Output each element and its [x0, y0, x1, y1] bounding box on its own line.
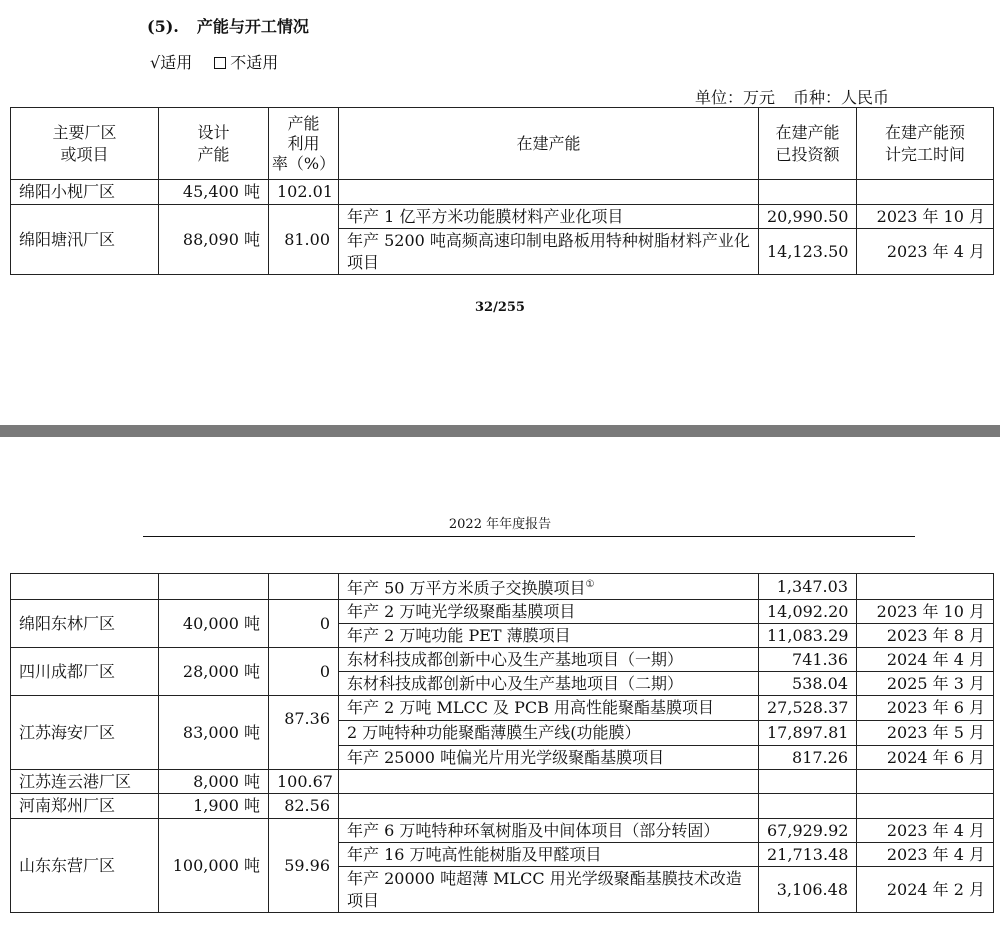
project-cell: 年产 20000 吨超薄 MLCC 用光学级聚酯基膜技术改造项目 — [339, 867, 759, 913]
header-design-capacity: 设计 产能 — [159, 108, 269, 180]
not-applicable-label: 不适用 — [230, 53, 279, 72]
utilization-cell: 0 — [269, 600, 339, 648]
utilization-cell: 82.56 — [269, 794, 339, 819]
invested-cell: 14,092.20 — [759, 600, 857, 624]
area-cell: 绵阳东林厂区 — [11, 600, 159, 648]
checkmark-icon: √ — [150, 53, 161, 72]
table-row — [11, 770, 994, 794]
invested-cell: 27,528.37 — [759, 696, 857, 721]
table-row — [11, 180, 994, 205]
invested-cell: 817.26 — [759, 746, 857, 770]
capacity-table-continued — [10, 573, 994, 913]
project-cell: 2 万吨特种功能聚酯薄膜生产线(功能膜） — [339, 721, 759, 746]
footnote-marker[interactable]: ① — [585, 579, 595, 590]
utilization-cell: 102.01 — [269, 180, 339, 205]
unit-currency-line — [695, 85, 889, 108]
page-separator — [0, 425, 1000, 437]
completion-cell: 2023 年 4 月 — [857, 229, 994, 275]
header-utilization: 产能 利用 率（%） — [269, 108, 339, 180]
completion-cell: 2023 年 10 月 — [857, 600, 994, 624]
applicable-label: 适用 — [160, 53, 193, 72]
utilization-cell: 100.67 — [269, 770, 339, 794]
invested-cell — [759, 794, 857, 819]
header-area: 主要厂区 或项目 — [11, 108, 159, 180]
project-cell: 年产 2 万吨功能 PET 薄膜项目 — [339, 624, 759, 648]
table-row — [11, 794, 994, 819]
currency-label: 币种：人民币 — [793, 88, 890, 107]
completion-cell: 2024 年 4 月 — [857, 648, 994, 672]
header-invested-amount: 在建产能 已投资额 — [759, 108, 857, 180]
header-expected-completion: 在建产能预 计完工时间 — [857, 108, 994, 180]
utilization-cell: 0 — [269, 648, 339, 696]
completion-cell: 2025 年 3 月 — [857, 672, 994, 696]
project-cell: 年产 25000 吨偏光片用光学级聚酯基膜项目 — [339, 746, 759, 770]
completion-cell: 2023 年 4 月 — [857, 819, 994, 843]
utilization-cell — [269, 574, 339, 600]
section-title: 产能与开工情况 — [196, 17, 309, 36]
table-row — [11, 600, 994, 624]
project-cell: 东材科技成都创新中心及生产基地项目（二期） — [339, 672, 759, 696]
completion-cell: 2023 年 4 月 — [857, 843, 994, 867]
project-cell: 年产 50 万平方米质子交换膜项目① — [339, 574, 759, 600]
invested-cell: 3,106.48 — [759, 867, 857, 913]
project-cell — [339, 794, 759, 819]
invested-cell: 741.36 — [759, 648, 857, 672]
capacity-table-top — [10, 107, 994, 275]
invested-cell: 14,123.50 — [759, 229, 857, 275]
invested-cell: 538.04 — [759, 672, 857, 696]
project-cell — [339, 180, 759, 205]
completion-cell: 2024 年 2 月 — [857, 867, 994, 913]
report-running-header: 2022 年年度报告 — [448, 517, 552, 532]
completion-cell — [857, 794, 994, 819]
project-cell: 年产 2 万吨光学级聚酯基膜项目 — [339, 600, 759, 624]
project-cell: 东材科技成都创新中心及生产基地项目（一期） — [339, 648, 759, 672]
capacity-cell — [159, 574, 269, 600]
area-cell: 四川成都厂区 — [11, 648, 159, 696]
area-cell: 绵阳塘汛厂区 — [11, 205, 159, 275]
applicability-line — [150, 50, 278, 73]
invested-cell: 67,929.92 — [759, 819, 857, 843]
completion-cell: 2024 年 6 月 — [857, 746, 994, 770]
capacity-cell: 100,000 吨 — [159, 819, 269, 913]
capacity-cell: 88,090 吨 — [159, 205, 269, 275]
completion-cell: 2023 年 5 月 — [857, 721, 994, 746]
invested-cell — [759, 770, 857, 794]
document-page-bottom — [0, 437, 1000, 934]
utilization-cell: 59.96 — [269, 819, 339, 913]
document-page-top — [0, 0, 1000, 425]
invested-cell: 1,347.03 — [759, 574, 857, 600]
table-row — [11, 696, 994, 721]
unit-label: 单位：万元 — [695, 88, 776, 107]
project-cell: 年产 16 万吨高性能树脂及甲醛项目 — [339, 843, 759, 867]
header-capacity-under-construction: 在建产能 — [339, 108, 759, 180]
capacity-cell: 83,000 吨 — [159, 696, 269, 770]
area-cell — [11, 574, 159, 600]
capacity-cell: 45,400 吨 — [159, 180, 269, 205]
completion-cell — [857, 770, 994, 794]
invested-cell: 20,990.50 — [759, 205, 857, 229]
completion-cell: 2023 年 8 月 — [857, 624, 994, 648]
capacity-cell: 40,000 吨 — [159, 600, 269, 648]
table-row — [11, 648, 994, 672]
utilization-cell: 87.36 — [269, 696, 339, 770]
completion-cell: 2023 年 10 月 — [857, 205, 994, 229]
invested-cell: 17,897.81 — [759, 721, 857, 746]
table-row — [11, 574, 994, 600]
project-cell: 年产 6 万吨特种环氧树脂及中间体项目（部分转固） — [339, 819, 759, 843]
table-row — [11, 819, 994, 843]
area-cell: 江苏连云港厂区 — [11, 770, 159, 794]
invested-cell: 21,713.48 — [759, 843, 857, 867]
capacity-cell: 8,000 吨 — [159, 770, 269, 794]
area-cell: 河南郑州厂区 — [11, 794, 159, 819]
table-row — [11, 205, 994, 229]
completion-cell: 2023 年 6 月 — [857, 696, 994, 721]
project-cell: 年产 5200 吨高频高速印制电路板用特种树脂材料产业化项目 — [339, 229, 759, 275]
capacity-cell: 28,000 吨 — [159, 648, 269, 696]
table-header-row — [11, 108, 994, 180]
area-cell: 江苏海安厂区 — [11, 696, 159, 770]
utilization-cell: 81.00 — [269, 205, 339, 275]
area-cell: 绵阳小枧厂区 — [11, 180, 159, 205]
project-cell — [339, 770, 759, 794]
invested-cell — [759, 180, 857, 205]
project-cell: 年产 1 亿平方米功能膜材料产业化项目 — [339, 205, 759, 229]
completion-cell — [857, 180, 994, 205]
empty-checkbox-icon — [214, 57, 226, 69]
capacity-cell: 1,900 吨 — [159, 794, 269, 819]
page-number: 32/255 — [475, 300, 525, 315]
completion-cell — [857, 574, 994, 600]
section-heading — [147, 14, 309, 37]
area-cell: 山东东营厂区 — [11, 819, 159, 913]
section-number: (5). — [147, 17, 179, 36]
project-cell: 年产 2 万吨 MLCC 及 PCB 用高性能聚酯基膜项目 — [339, 696, 759, 721]
header-divider — [143, 536, 915, 537]
invested-cell: 11,083.29 — [759, 624, 857, 648]
